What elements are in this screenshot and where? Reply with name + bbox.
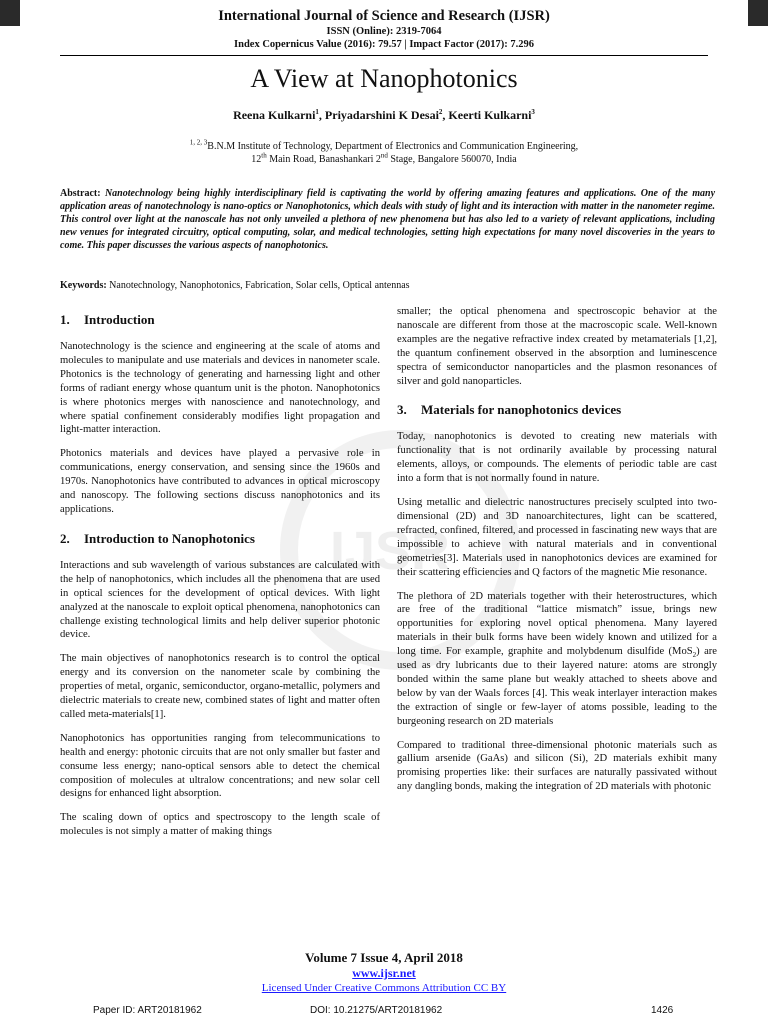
keywords: [60, 279, 715, 292]
affil-line-2b: Main Road, Banashankari 2: [266, 154, 381, 165]
paragraph-part: The plethora of 2D materials together with their heterostructures, which are free of the traditional “lattice mismatch” issue, brings new opportunities for exploring novel optical phenomena. Many layered materials in their bulk forms have been widely known and utilized for a long time. For example, graphite and molybdenum disulfide (MoS: [397, 590, 717, 658]
doi: DOI: 10.21275/ART20181962: [310, 1005, 443, 1016]
paragraph: [397, 590, 717, 729]
paragraph-part: ) are used as dry lubricants due to their layered nature: atoms are strongly bonded within the same plane but weakly attached to sheets above and below by van der Waals forces [4]. This weak interlayer interaction makes the extraction of single or few-layer of atoms possible, leading to the burgeoning research on 2D materials: [397, 646, 718, 727]
paragraph: Compared to traditional three-dimensional photonic materials such as gallium arsenide (GaAs) and silicon (Si), 2D materials exhibit many promising properties like: their surfaces are naturally passivated without any dangling bonds, making the integration of 2D materials with photonic: [397, 739, 717, 793]
header-rule: [60, 55, 708, 56]
volume-issue: Volume 7 Issue 4, April 2018: [305, 950, 463, 965]
author-2-sup: 2: [438, 108, 443, 116]
abstract-label: Abstract:: [60, 188, 101, 199]
section-3-title: Materials for nanophotonics devices: [421, 402, 622, 418]
paragraph: Today, nanophotonics is devoted to creating new materials with functionality that is not ordinarily available by processing natural elements, alloys, or compounds. The elements of periodic table are cast into a form that is not normally found in nature.: [397, 431, 717, 485]
author-1: Reena Kulkarni: [233, 108, 316, 122]
journal-name: International Journal of Science and Research (IJSR): [218, 8, 550, 24]
keywords-label: Keywords:: [60, 280, 107, 291]
watermark-text: IJSR: [330, 521, 451, 581]
author-3-sup: 3: [531, 108, 535, 116]
author-2: Priyadarshini K Desai: [324, 108, 439, 122]
section-1-number: 1.: [60, 312, 70, 327]
section-3-number: 3.: [397, 402, 407, 418]
issn: ISSN (Online): 2319-7064: [326, 26, 442, 37]
paragraph: The main objectives of nanophotonics research is to control the optical energy and its conversion on the nanometer scale by combining the properties of metal, organic, semiconductor, organo-metallic, polymers and dielectric materials to create new, combined states of light and matter often called meta-materials[1].: [60, 653, 380, 720]
license-link[interactable]: Licensed Under Creative Commons Attribution CC BY: [261, 982, 507, 994]
affil-line-2a: 12: [251, 154, 262, 165]
section-2-title: Introduction to Nanophotonics: [84, 530, 255, 546]
author-list: Reena Kulkarni$^1$, Priyadarshini K Desai$^2$, Keerti Kulkarni$^3$: [233, 108, 535, 122]
section-2-number: 2.: [60, 530, 70, 546]
affil-sup-th: th: [261, 151, 267, 160]
paragraph: smaller; the optical phenomena and spectroscopic behavior at the nanoscale are different from those at the macroscopic scale. Well-known examples are the negative refractive index created by metamaterials [1,2], the quantum confinement observed in the absorption and luminescence spectra of semiconductor nanoparticles and the plasmon resonances of silver and gold nanoparticles.: [397, 306, 717, 387]
author-3: Keerti Kulkarni: [448, 108, 532, 122]
left-column: [60, 298, 380, 849]
section-3-heading: [397, 402, 717, 418]
footer: [0, 950, 768, 995]
right-column: [397, 305, 717, 804]
affil-sup-nd: nd: [380, 151, 388, 160]
index-value: Index Copernicus Value (2016): 79.57 | Impact Factor (2017): 7.296: [234, 39, 534, 50]
affil-sup: 1, 2, 3: [189, 138, 208, 147]
paragraph: Interactions and sub wavelength of various substances are calculated with the help of nanophotonics, which includes all the phenomena that are used in optical sciences for the development of optical devices. With light analyzed at the nanoscale to exploit optical phenomena, nanophotonics can challenge existing technological limits and help deliver superior photonic device.: [60, 559, 380, 641]
affil-line-1: B.N.M Institute of Technology, Department of Electronics and Communication Engineering,: [207, 141, 579, 152]
journal-header: [0, 8, 768, 51]
section-2-heading: [60, 531, 380, 547]
abstract: [60, 187, 715, 252]
paragraph: Nanophotonics has opportunities ranging from telecommunications to health and energy: photonic circuits that are not only smaller but faster and consume less energy; nano-optical sensors able to detect the chemical composition of molecules at ultralow concentrations; and new solar cell designs for enhanced light absorption.: [60, 732, 380, 800]
section-1-title: Introduction: [84, 312, 155, 327]
keywords-text: Nanotechnology, Nanophotonics, Fabrication, Solar cells, Optical antennas: [109, 280, 410, 291]
affil-line-2c: Stage, Bangalore 560070, India: [387, 154, 517, 165]
abstract-text: Nanotechnology being highly interdisciplinary field is captivating the world by offering amazing features and applications. One of the many application areas of nanotechnology is nano-optics or Nanophotonics, which deals with study of light and its interaction with matter in the nanometer regime. This control over light at the nanoscale has not only unveiled a plethora of new phenomena but has also led to a variety of relevant applications, including new venues for integrated circuitry, optical computing, solar, and medical technologies, setting high expectations for many novel discoveries in the years to come. This paper discusses the various aspects of nanophotonics.: [60, 188, 716, 251]
paragraph: Photonics materials and devices have played a pervasive role in communications, energy conservation, and sensing since the 1960s and 1970s. Nanophotonics have contributed to advances in optical microscopy and nanoscopy. The following sections discuss nanophotonics and its applications.: [60, 448, 380, 515]
journal-link[interactable]: www.ijsr.net: [352, 966, 416, 980]
page-number: 1426: [651, 1005, 674, 1016]
section-1-heading: [60, 312, 380, 328]
affiliation: [0, 140, 768, 166]
paragraph: Using metallic and dielectric nanostructures precisely sculpted into two-dimensional (2D) and 3D nanoarchitectures, light can be scattered, refracted, confined, filtered, and processed in fascinating new ways that are impossible to achieve with natural materials and in conventional geometries[3]. Materials used in nanophotonics devices are examined for their scattering efficiencies and Q factors of the magnetic Mie resonance.: [397, 497, 717, 578]
paragraph: The scaling down of optics and spectroscopy to the length scale of molecules is not simply a matter of making things: [60, 812, 380, 838]
paper-id: Paper ID: ART20181962: [93, 1005, 202, 1016]
subscript: 2: [692, 651, 697, 660]
paper-title: A View at Nanophotonics: [250, 64, 518, 93]
paragraph: Nanotechnology is the science and engineering at the scale of atoms and molecules to manipulate and use materials and devices in nanometer scale. Photonics is the technology of generating and harnessing light and other forms of radiant energy whose quantum unit is the photon. Nanophotonics is where photonics merges with nanoscience and nanotechnology, and where spatial confinement considerably modifies light propagation and light-matter interaction.: [60, 341, 380, 436]
author-1-sup: 1: [315, 108, 319, 116]
